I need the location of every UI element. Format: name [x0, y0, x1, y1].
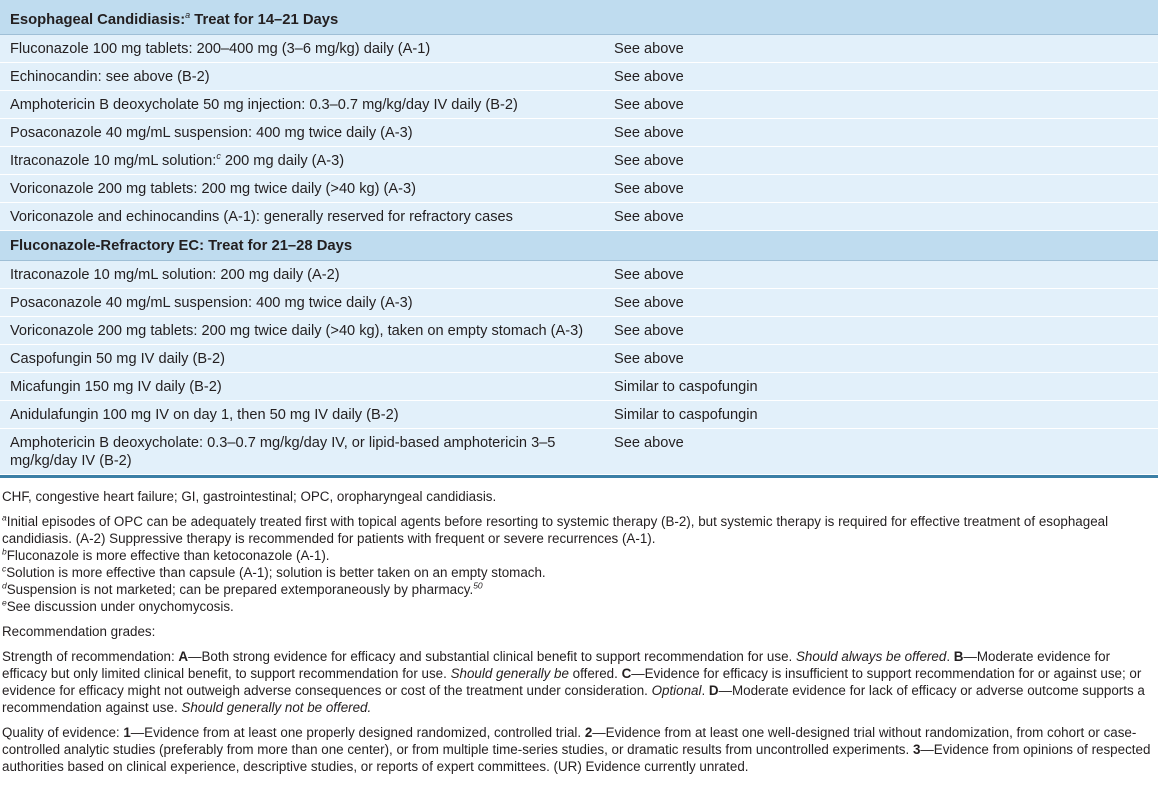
grade-letter: B — [953, 648, 964, 664]
grade-text: —Moderate evidence for lack of efficacy or adverse outcome supports a recommendation against use. — [2, 682, 1145, 715]
footnote-b — [2, 547, 1156, 564]
quality-level: 2 — [584, 724, 593, 740]
comment-cell: See above — [604, 316, 1158, 344]
reference-number: 50 — [473, 580, 483, 591]
table-footnotes — [0, 478, 1158, 775]
regimen-cell: Voriconazole 200 mg tablets: 200 mg twice daily (>40 kg), taken on empty stomach (A-3) — [0, 316, 604, 344]
table-row — [0, 90, 1158, 118]
regimen-cell: Anidulafungin 100 mg IV on day 1, then 50 mg IV daily (B-2) — [0, 400, 604, 428]
regimen-cell: Itraconazole 10 mg/mL solution: 200 mg daily (A-2) — [0, 260, 604, 288]
regimen-text: Itraconazole 10 mg/mL solution: — [10, 152, 217, 169]
section-header-refractory — [0, 230, 1158, 260]
regimen-cell — [0, 146, 604, 174]
grade-letter: D — [708, 682, 719, 698]
table-row — [0, 344, 1158, 372]
section-title: Fluconazole-Refractory EC: Treat for 21–28 Days — [10, 237, 353, 254]
quality-text: —Evidence from at least one well-designed trial without randomization, from cohort or case-controlled analytic studies (preferably from more than one center), or from multiple time-series studies, or dramatic results from uncontrolled experiments. — [2, 724, 1137, 757]
footnote-marker: b — [2, 546, 7, 557]
regimen-cell: Posaconazole 40 mg/mL suspension: 400 mg twice daily (A-3) — [0, 118, 604, 146]
footnote-text: Solution is more effective than capsule (A-1); solution is better taken on an empty stomach. — [6, 564, 546, 580]
comment-cell: Similar to caspofungin — [604, 372, 1158, 400]
table-row — [0, 400, 1158, 428]
regimen-cell: Voriconazole and echinocandins (A-1): generally reserved for refractory cases — [0, 202, 604, 230]
table-row — [0, 260, 1158, 288]
quality-text: —Evidence from at least one properly designed randomized, controlled trial. — [130, 724, 585, 740]
footnote-marker: d — [2, 580, 7, 591]
comment-cell: Similar to caspofungin — [604, 400, 1158, 428]
strength-intro: Strength of recommendation: — [2, 648, 179, 664]
section-title-suffix: Treat for 14–21 Days — [190, 11, 339, 28]
table-row — [0, 372, 1158, 400]
regimen-cell: Caspofungin 50 mg IV daily (B-2) — [0, 344, 604, 372]
grade-text: —Moderate evidence for efficacy but only limited clinical benefit, to support recommendation for use. — [2, 648, 1111, 681]
comment-cell: See above — [604, 260, 1158, 288]
grade-text: —Evidence for efficacy is insufficient to support recommendation for or against use; or evidence for efficacy might not outweigh adverse consequences or cost of the treatment under consideration. — [2, 665, 1142, 698]
comment-cell: See above — [604, 202, 1158, 230]
footnote-text: Suspension is not marketed; can be prepared extemporaneously by pharmacy. — [6, 581, 474, 597]
grade-text: —Both strong evidence for efficacy and substantial clinical benefit to support recommendation for use. — [188, 648, 796, 664]
comment-cell: See above — [604, 118, 1158, 146]
footnote-marker: e — [2, 597, 7, 608]
grade-emphasis: Optional — [651, 682, 702, 698]
grade-emphasis: Should always be offered — [795, 648, 947, 664]
grade-emphasis: Should generally not be offered. — [181, 699, 372, 715]
grade-letter: A — [178, 648, 189, 664]
quality-level: 1 — [123, 724, 131, 740]
table-row — [0, 202, 1158, 230]
table-row — [0, 62, 1158, 90]
regimen-cell: Fluconazole 100 mg tablets: 200–400 mg (3–6 mg/kg) daily (A-1) — [0, 34, 604, 62]
table-row — [0, 316, 1158, 344]
section-header-esophageal — [0, 0, 1158, 34]
footnote-marker: c — [2, 563, 7, 574]
regimen-cell: Micafungin 150 mg IV daily (B-2) — [0, 372, 604, 400]
footnote-d — [2, 581, 1156, 598]
table-row — [0, 288, 1158, 316]
comment-cell: See above — [604, 62, 1158, 90]
quality-intro: Quality of evidence: — [2, 724, 124, 740]
regimen-cell: Amphotericin B deoxycholate: 0.3–0.7 mg/kg/day IV, or lipid-based amphotericin 3–5 mg/kg/day IV (B-2) — [0, 428, 604, 474]
table-row — [0, 428, 1158, 474]
comment-cell: See above — [604, 90, 1158, 118]
footnote-text: Initial episodes of OPC can be adequately treated first with topical agents before resorting to systemic therapy (B-2), but systemic therapy is required for effective treatment of esophageal candidiasis. (A-2) Suppressive therapy is recommended for patients with frequent or severe recurrences (A-1). — [2, 513, 1109, 546]
strength-of-recommendation: Strength of recommendation: A—Both strong evidence for efficacy and substantial clinical benefit to support recommendation for use. Should always be offered. B—Moderate evidence for efficacy but only limited clinical benefit, to support recommendation for use. Should generally be offered. C—Evidence for efficacy is insufficient to support recommendation for or against use; or evidence for efficacy might not outweigh adverse consequences or cost of the treatment under consideration. Optional. D—Moderate evidence for lack of efficacy or adverse outcome supports a recommendation against use. Should generally not be offered. — [2, 648, 1145, 715]
comment-cell: See above — [604, 288, 1158, 316]
comment-cell: See above — [604, 34, 1158, 62]
regimen-cell: Amphotericin B deoxycholate 50 mg injection: 0.3–0.7 mg/kg/day IV daily (B-2) — [0, 90, 604, 118]
table-row — [0, 146, 1158, 174]
footnote-marker: a — [185, 10, 191, 20]
footnote-c — [2, 564, 1156, 581]
grade-text: offered. — [568, 665, 622, 681]
regimen-cell: Posaconazole 40 mg/mL suspension: 400 mg twice daily (A-3) — [0, 288, 604, 316]
regimen-cell: Echinocandin: see above (B-2) — [0, 62, 604, 90]
regimen-text-after: 200 mg daily (A-3) — [220, 152, 345, 169]
grade-letter: C — [621, 665, 632, 681]
comment-cell: See above — [604, 174, 1158, 202]
footnote-text: Fluconazole is more effective than ketoconazole (A-1). — [6, 547, 330, 563]
comment-cell: See above — [604, 344, 1158, 372]
quality-level: 3 — [912, 741, 921, 757]
footnote-marker: c — [216, 151, 221, 162]
quality-text: —Evidence from opinions of respected authorities based on clinical experience, descriptive studies, or reports of expert committees. (UR) Evidence currently unrated. — [2, 741, 1151, 774]
footnote-e — [2, 598, 1156, 615]
table-row — [0, 34, 1158, 62]
comment-cell: See above — [604, 146, 1158, 174]
regimen-cell: Voriconazole 200 mg tablets: 200 mg twice daily (>40 kg) (A-3) — [0, 174, 604, 202]
quality-of-evidence — [2, 724, 1156, 775]
abbreviations: CHF, congestive heart failure; GI, gastrointestinal; OPC, oropharyngeal candidiasis. — [2, 488, 497, 504]
footnote-a — [2, 513, 1156, 547]
footnote-marker: a — [2, 512, 7, 523]
table-row — [0, 174, 1158, 202]
section-title: Esophageal Candidiasis: — [10, 11, 186, 28]
table-row — [0, 118, 1158, 146]
grade-emphasis: Should generally be — [450, 665, 569, 681]
footnote-text: See discussion under onychomycosis. — [6, 598, 234, 614]
comment-cell: See above — [604, 428, 1158, 474]
grades-heading: Recommendation grades: — [2, 623, 156, 639]
